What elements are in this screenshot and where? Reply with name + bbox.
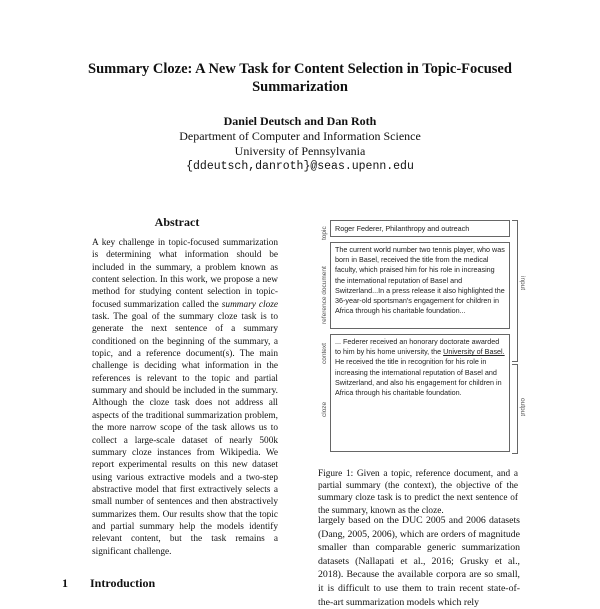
figure-context-text: ... Federer received an honorary doctorate awarded to him by his home university, the — [335, 337, 500, 357]
affiliation-university: University of Pennsylvania — [234, 144, 366, 158]
figure-cloze-text: He received the title in recognition for his role in increasing the international reputation of Basel and Switzerland, and also his engagement for children in Africa through his charitable foundation. — [335, 357, 502, 398]
abstract-text-2: task. The goal of the summary cloze task is to generate the next sentence of a summary conditioned on the beginning of the summary, a topic, and a reference document(s). The main challenge is deciding what information in the references is relevant to the topic and partial summary and should be included in the summary. Although the cloze task does not address all aspects of the traditional summarization problem, the more narrow scope of the task allows us to collect a large-scale dataset of nearly 500k summary cloze instances from Wikipedia. We report experimental results on this new dataset using various extractive models and a two-step abstractive model that first extractively selects a small number of sentences and then abstractively summarizes them. Our results show that the topic and partial summary help the models identify relevant content, but the task remains a significant challenge. — [92, 312, 278, 557]
figure-label-reference: reference document — [321, 266, 328, 324]
figure-label-input: input — [519, 276, 526, 291]
figure-output-brace — [512, 364, 518, 454]
section-number: 1 — [62, 576, 68, 590]
section-heading-introduction — [62, 576, 155, 591]
email: {ddeutsch,danroth}@seas.upenn.edu — [186, 160, 414, 173]
figure-topic-box: Roger Federer, Philanthropy and outreach — [330, 220, 510, 237]
abstract-heading: Abstract — [154, 215, 200, 229]
figure-caption: Figure 1: Given a topic, reference document, and a partial summary (the context), the objective of the summary cloze task is to predict the next sentence of the summary, known as the cloze. — [318, 469, 518, 516]
abstract-text-1: A key challenge in topic-focused summarization is determining what information should be included in the summary, a problem known as content selection. In this work, we propose a new method for studying content selection in topic-focused summarization called the — [92, 238, 278, 310]
figure-label-context: context — [321, 343, 328, 364]
figure-input-brace — [512, 220, 518, 362]
abstract-body — [92, 237, 278, 558]
affiliation — [100, 129, 500, 159]
figure-label-topic: topic — [321, 226, 328, 240]
figure-label-cloze: cloze — [321, 401, 328, 417]
right-column-text: largely based on the DUC 2005 and 2006 datasets (Dang, 2005, 2006), which are orders of magnitude smaller than comparable generic summarization datasets (Nallapati et al., 2016; Grusky et al., 2018). Because the available corpora are so small, it is difficult to use them to train recent state-of-the-art summarization models which rely — [318, 515, 520, 608]
authors: Daniel Deutsch and Dan Roth — [223, 114, 377, 128]
figure-1 — [318, 214, 526, 464]
figure-context-underlined: University of Basel. — [443, 347, 505, 357]
figure-reference-box: The current world number two tennis player, who was born in Basel, received the title from the medical faculty, which praised him for his role in increasing the international reputation of Basel and Switzerland...In a press release it also highlighted the 36-year-old sportsman's engagement for children in Africa through his charitable foundation... — [330, 242, 510, 329]
figure-context-cloze-box — [330, 334, 510, 452]
abstract-italic-term: summary cloze — [221, 299, 279, 310]
paper-title: Summary Cloze: A New Task for Content Selection in Topic-Focused Summarization — [88, 61, 512, 95]
affiliation-department: Department of Computer and Information Science — [179, 129, 421, 143]
figure-label-output: output — [519, 398, 526, 417]
section-title: Introduction — [90, 576, 156, 590]
